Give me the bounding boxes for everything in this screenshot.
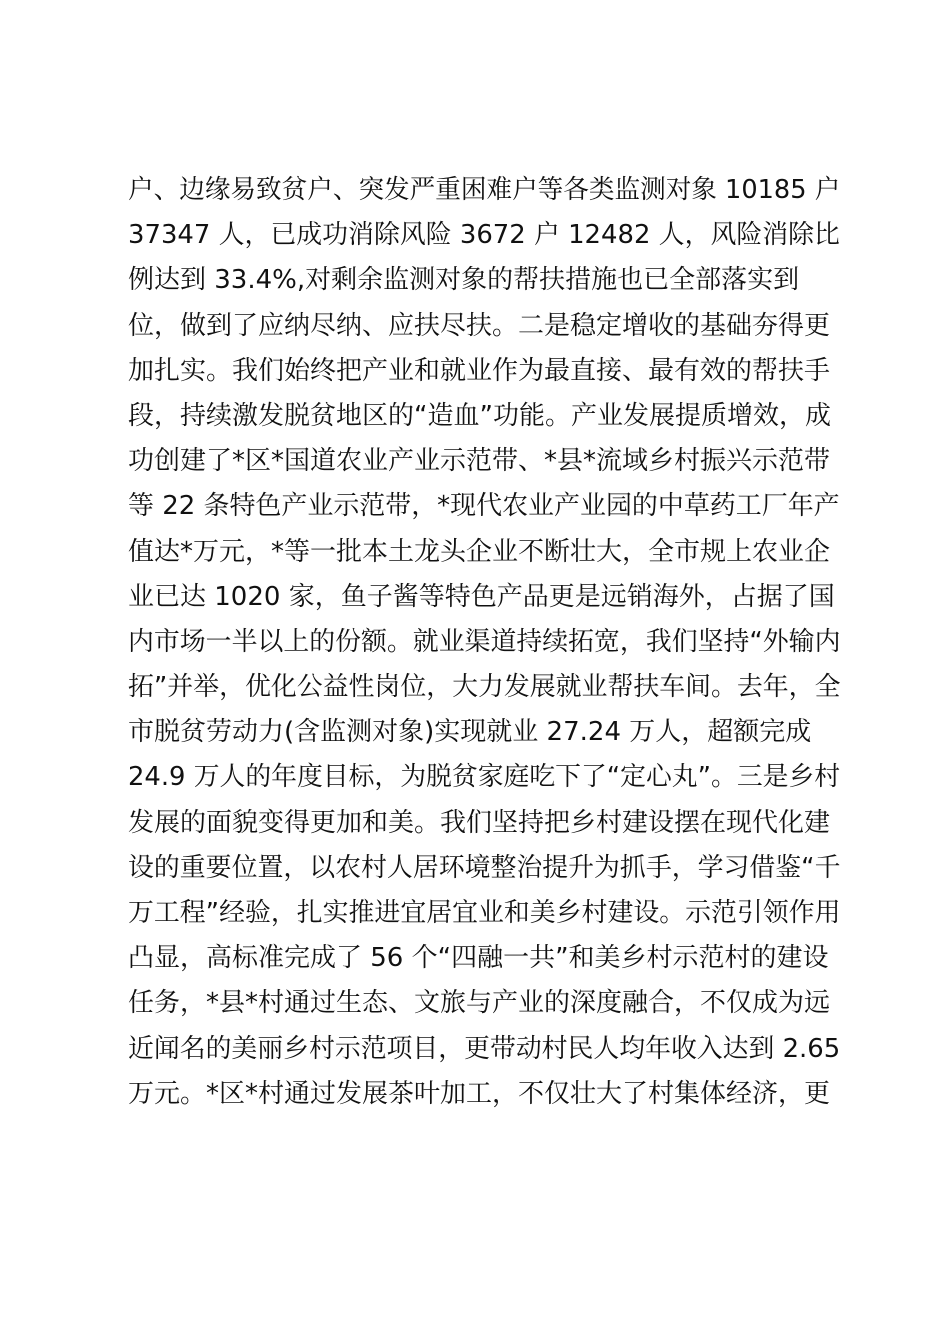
body-text — [128, 168, 841, 1117]
text-line: 内市场一半以上的份额。就业渠道持续拓宽，我们坚持“外输内 — [128, 626, 841, 657]
text-line: 设的重要位置，以农村人居环境整治提升为抓手，学习借鉴“千 — [128, 852, 841, 883]
text-line: 加扎实。我们始终把产业和就业作为最直接、最有效的帮扶手 — [128, 355, 831, 386]
text-line: 任务，*县*村通过生态、文旅与产业的深度融合，不仅成为远 — [128, 988, 831, 1019]
text-line: 位，做到了应纳尽纳、应扶尽扶。二是稳定增收的基础夯得更 — [128, 310, 831, 341]
text-line: 凸显，高标准完成了 56 个“四融一共”和美乡村示范村的建设 — [128, 943, 829, 974]
text-line: 万工程”经验，扎实推进宜居宜业和美乡村建设。示范引领作用 — [128, 898, 841, 928]
text-line: 万元。*区*村通过发展茶叶加工，不仅壮大了村集体经济，更 — [128, 1078, 831, 1109]
text-line: 24.9 万人的年度目标，为脱贫家庭吃下了“定心丸”。三是乡村 — [128, 762, 841, 793]
text-line: 发展的面貌变得更加和美。我们坚持把乡村建设摆在现代化建 — [128, 807, 831, 838]
text-line: 业已达 1020 家，鱼子酱等特色产品更是远销海外，占据了国 — [128, 581, 835, 612]
text-line: 市脱贫劳动力(含监测对象)实现就业 27.24 万人，超额完成 — [128, 717, 812, 748]
text-line: 户、边缘易致贫户、突发严重困难户等各类监测对象 10185 户 — [128, 175, 841, 205]
text-line: 功创建了*区*国道农业产业示范带、*县*流域乡村振兴示范带 — [128, 446, 831, 477]
text-line: 近闻名的美丽乡村示范项目，更带动村民人均年收入达到 2.65 — [128, 1033, 841, 1064]
text-line: 等 22 条特色产业示范带，*现代农业产业园的中草药工厂年产 — [128, 491, 840, 522]
text-line: 段，持续激发脱贫地区的“造血”功能。产业发展提质增效，成 — [128, 400, 831, 431]
text-line: 拓”并举，优化公益性岗位，大力发展就业帮扶车间。去年，全 — [128, 672, 841, 703]
text-line: 例达到 33.4%,对剩余监测对象的帮扶措施也已全部落实到 — [128, 265, 800, 296]
text-line: 37347 人，已成功消除风险 3672 户 12482 人，风险消除比 — [128, 220, 840, 251]
text-line: 值达*万元，*等一批本土龙头企业不断壮大，全市规上农业企 — [128, 536, 831, 567]
